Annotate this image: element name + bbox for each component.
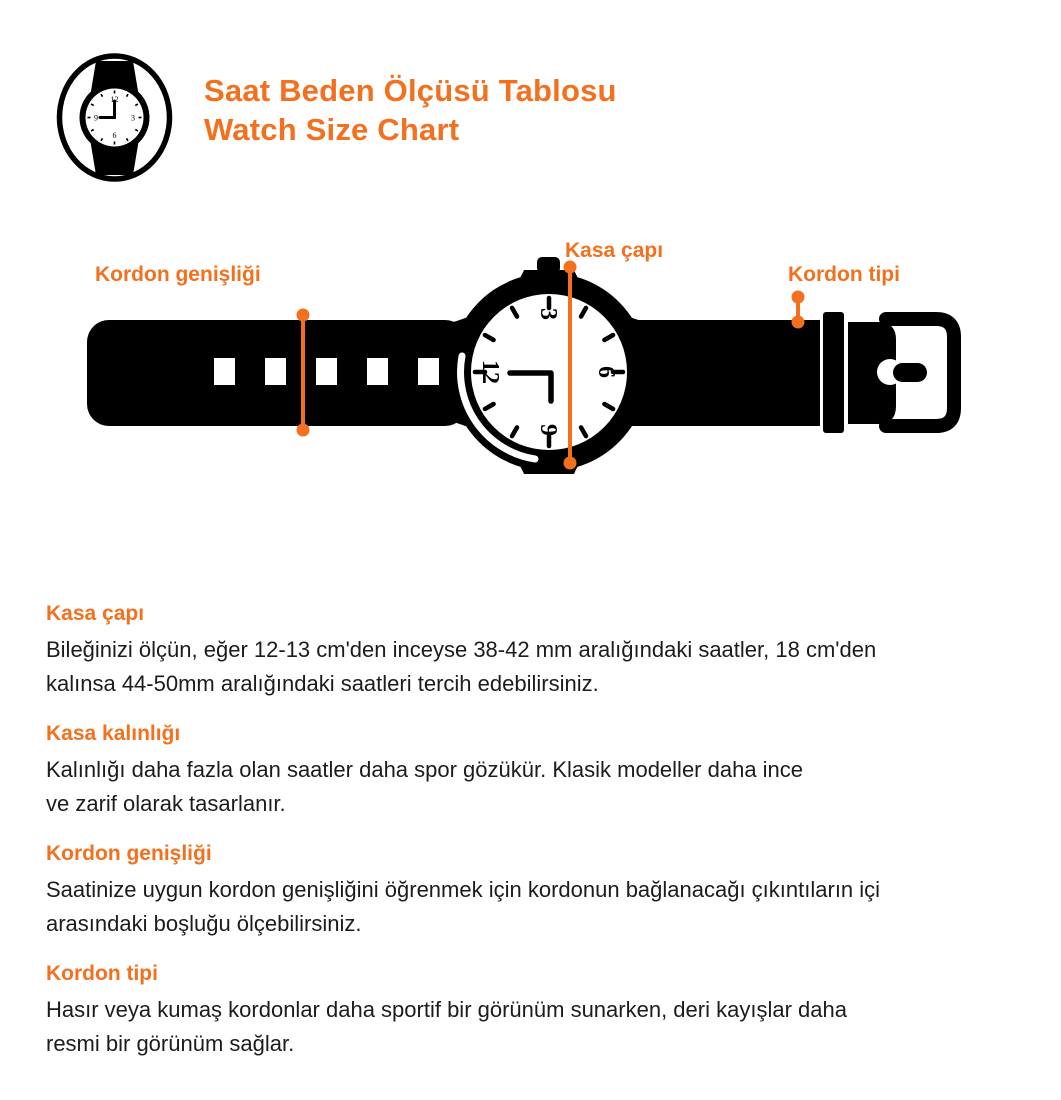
section-heading: Kordon tipi: [46, 962, 158, 985]
section-case-thickness: [46, 721, 996, 821]
section-strap-type: [46, 961, 996, 1061]
section-body-line: ve zarif olarak tasarlanır.: [46, 791, 286, 816]
section-strap-width: [46, 841, 996, 941]
section-heading: Kasa kalınlığı: [46, 722, 181, 745]
section-body-line: Saatinize uygun kordon genişliğini öğrenmek için kordonun bağlanacağı çıkıntıların içi: [46, 877, 881, 902]
section-body-line: arasındaki boşluğu ölçebilirsiniz.: [46, 911, 362, 936]
dial-numeral-3: 3: [535, 308, 561, 320]
icon-dial-numeral-12: 12: [110, 95, 119, 104]
icon-dial-numeral-9: 9: [94, 113, 98, 123]
section-body-line: resmi bir görünüm sağlar.: [46, 1031, 295, 1056]
case-diameter-label: Kasa çapı: [565, 239, 664, 262]
buckle-prong: [893, 363, 927, 382]
icon-dial-numeral-3: 3: [131, 113, 135, 123]
strap-keeper: [823, 312, 844, 433]
section-body-line: kalınsa 44-50mm aralığındaki saatleri tercih edebilirsiniz.: [46, 671, 599, 696]
section-body-line: Bileğinizi ölçün, eğer 12-13 cm'den inceyse 38-42 mm aralığındaki saatler, 18 cm'den: [46, 637, 877, 662]
section-body-line: Hasır veya kumaş kordonlar daha sportif bir görünüm sunarken, deri kayışlar daha: [46, 997, 847, 1022]
description-sections: [46, 601, 996, 1081]
page-title-line1: Saat Beden Ölçüsü Tablosu: [204, 73, 617, 108]
section-heading: Kasa çapı: [46, 602, 145, 625]
section-case-diameter: [46, 601, 996, 701]
section-body-line: Kalınlığı daha fazla olan saatler daha spor gözükür. Klasik modeller daha ince: [46, 757, 804, 782]
strap-type-label: Kordon tipi: [788, 263, 900, 286]
section-heading: Kordon genişliği: [46, 842, 212, 865]
strap-width-label: Kordon genişliği: [95, 263, 261, 286]
icon-dial-numeral-6: 6: [112, 131, 117, 140]
page-title-line2: Watch Size Chart: [204, 112, 460, 147]
measure-line-strap-type: [792, 291, 805, 329]
dial-numeral-6: 6: [593, 366, 619, 378]
dial-numeral-9: 9: [535, 424, 561, 436]
dial-numeral-12: 12: [477, 360, 503, 384]
